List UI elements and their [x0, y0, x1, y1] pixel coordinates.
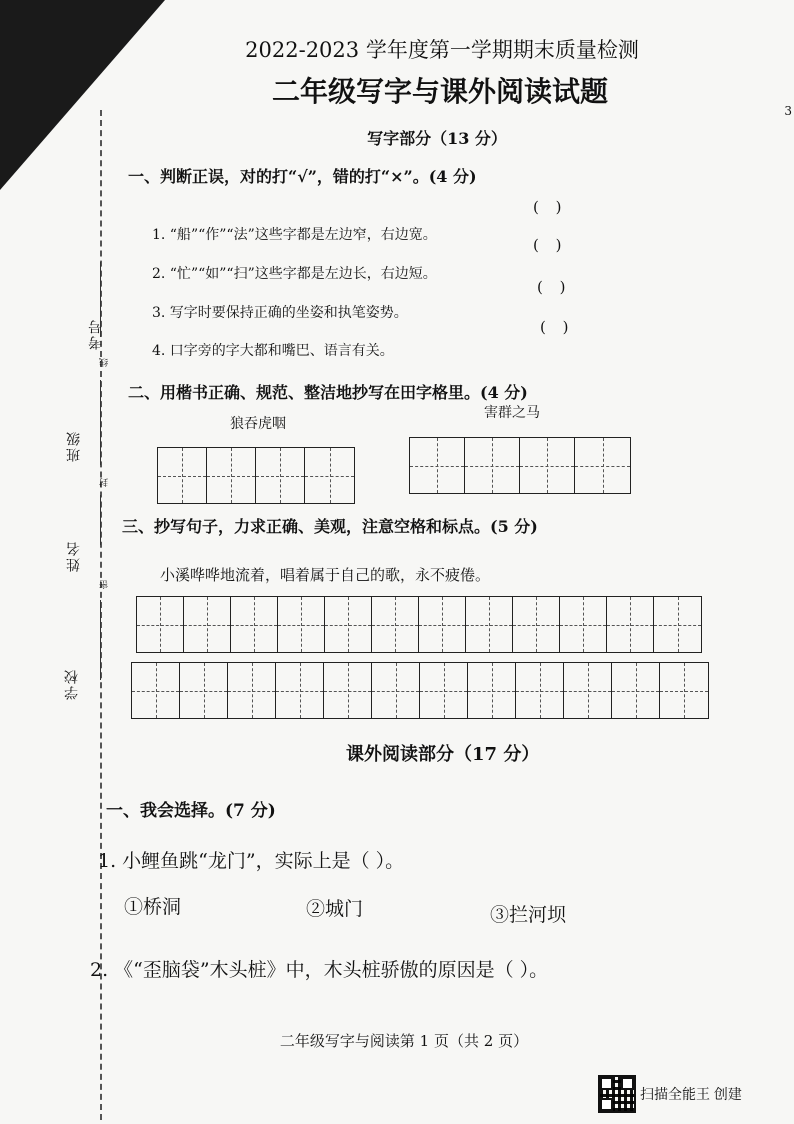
sentence-grid-row-1[interactable] — [136, 596, 702, 653]
copy-word-1: 狼吞虎咽 — [230, 416, 286, 432]
part1-heading: 一、判断正误，对的打“√”，错的打“×”。(4 分) — [128, 167, 477, 186]
xuexiao-label: 学校 — [64, 668, 80, 700]
tianzige-cell[interactable] — [137, 597, 184, 652]
tianzige-cell[interactable] — [184, 597, 231, 652]
tianzige-cell[interactable] — [372, 663, 420, 718]
reading-q-heading: 一、我会选择。(7 分) — [106, 801, 276, 821]
tianzige-cell[interactable] — [465, 438, 520, 493]
xingming-underline — [100, 495, 101, 545]
tianzige-cell[interactable] — [575, 438, 630, 493]
xuexiao-underline — [100, 600, 101, 680]
part2-heading: 二、用楷书正确、规范、整洁地抄写在田字格里。(4 分) — [128, 383, 528, 402]
tianzige-cell[interactable] — [420, 663, 468, 718]
tianzige-cell[interactable] — [564, 663, 612, 718]
tianzige-cell[interactable] — [256, 448, 305, 503]
q1-option-2[interactable]: ②城门 — [306, 898, 364, 920]
tianzige-cell[interactable] — [305, 448, 354, 503]
tianzige-cell[interactable] — [466, 597, 513, 652]
part1-item-3: 3. 写字时要保持正确的坐姿和执笔姿势。 — [152, 305, 408, 321]
tianzige-cell[interactable] — [372, 597, 419, 652]
copy-sentence: 小溪哗哗地流着，唱着属于自己的歌，永不疲倦。 — [160, 566, 491, 584]
tianzige-cell[interactable] — [325, 597, 372, 652]
answer-paren-2[interactable]: ( ) — [533, 236, 568, 254]
q1-option-1[interactable]: ①桥洞 — [124, 896, 182, 918]
paper-title: 二年级写字与课外阅读试题 — [271, 75, 608, 108]
writing-section-title: 写字部分（13 分） — [367, 129, 507, 148]
part1-item-2: 2. “忙”“如”“扫”这些字都是左边长，右边短。 — [152, 266, 437, 282]
page-footer: 二年级写字与阅读第 1 页（共 2 页） — [279, 1032, 529, 1050]
kaohao-label: 考号 — [88, 318, 104, 350]
answer-paren-1[interactable]: ( ) — [533, 198, 568, 216]
tianzige-cell[interactable] — [520, 438, 575, 493]
feng-label: 封 — [100, 476, 110, 487]
tianzige-cell[interactable] — [419, 597, 466, 652]
tianzige-cell[interactable] — [207, 448, 256, 503]
copy-word-2: 害群之马 — [484, 405, 540, 421]
xian-label: 线 — [100, 356, 110, 367]
q1-option-3[interactable]: ③拦河坝 — [490, 904, 567, 926]
tianzige-cell[interactable] — [228, 663, 276, 718]
scanner-watermark: 扫描全能王 创建 — [640, 1086, 742, 1102]
tianzige-cell[interactable] — [513, 597, 560, 652]
xingming-label: 姓名 — [66, 540, 82, 572]
banji-underline — [100, 380, 101, 465]
reading-question-1: 1. 小鲤鱼跳“龙门”，实际上是（ ）。 — [98, 850, 405, 872]
tianzige-cell[interactable] — [560, 597, 607, 652]
tianzige-cell[interactable] — [612, 663, 660, 718]
tianzige-cell[interactable] — [607, 597, 654, 652]
reading-question-2: 2. 《“歪脑袋”木头桩》中，木头桩骄傲的原因是（ ）。 — [90, 959, 549, 981]
part1-item-4: 4. 口字旁的字大都和嘴巴、语言有关。 — [152, 343, 394, 359]
tianzige-cell[interactable] — [660, 663, 708, 718]
tianzige-cell[interactable] — [231, 597, 278, 652]
reading-section-title: 课外阅读部分（17 分） — [346, 744, 540, 765]
mi-label: 密 — [100, 578, 110, 589]
tianzige-cell[interactable] — [468, 663, 516, 718]
tianzige-cell[interactable] — [410, 438, 465, 493]
banji-label: 班级 — [66, 430, 82, 462]
tianzige-cell[interactable] — [132, 663, 180, 718]
tianzige-cell[interactable] — [324, 663, 372, 718]
tianzige-cell[interactable] — [278, 597, 325, 652]
tianzige-cell[interactable] — [180, 663, 228, 718]
part1-item-1: 1. “船”“作”“法”这些字都是左边窄，右边宽。 — [152, 227, 437, 243]
tianzige-cell[interactable] — [158, 448, 207, 503]
exam-title: 2022-2023 学年度第一学期期末质量检测 — [245, 38, 639, 62]
part3-heading: 三、抄写句子，力求正确、美观，注意空格和标点。(5 分) — [122, 517, 538, 536]
tianzige-cell[interactable] — [516, 663, 564, 718]
tianzige-grid-2[interactable] — [409, 437, 631, 494]
edge-mark: 3 — [784, 104, 792, 118]
tianzige-grid-1[interactable] — [157, 447, 355, 504]
answer-paren-3[interactable]: ( ) — [537, 278, 572, 296]
qr-code-icon — [598, 1075, 636, 1113]
answer-paren-4[interactable]: ( ) — [540, 318, 575, 336]
tianzige-cell[interactable] — [276, 663, 324, 718]
sentence-grid-row-2[interactable] — [131, 662, 709, 719]
tianzige-cell[interactable] — [654, 597, 701, 652]
